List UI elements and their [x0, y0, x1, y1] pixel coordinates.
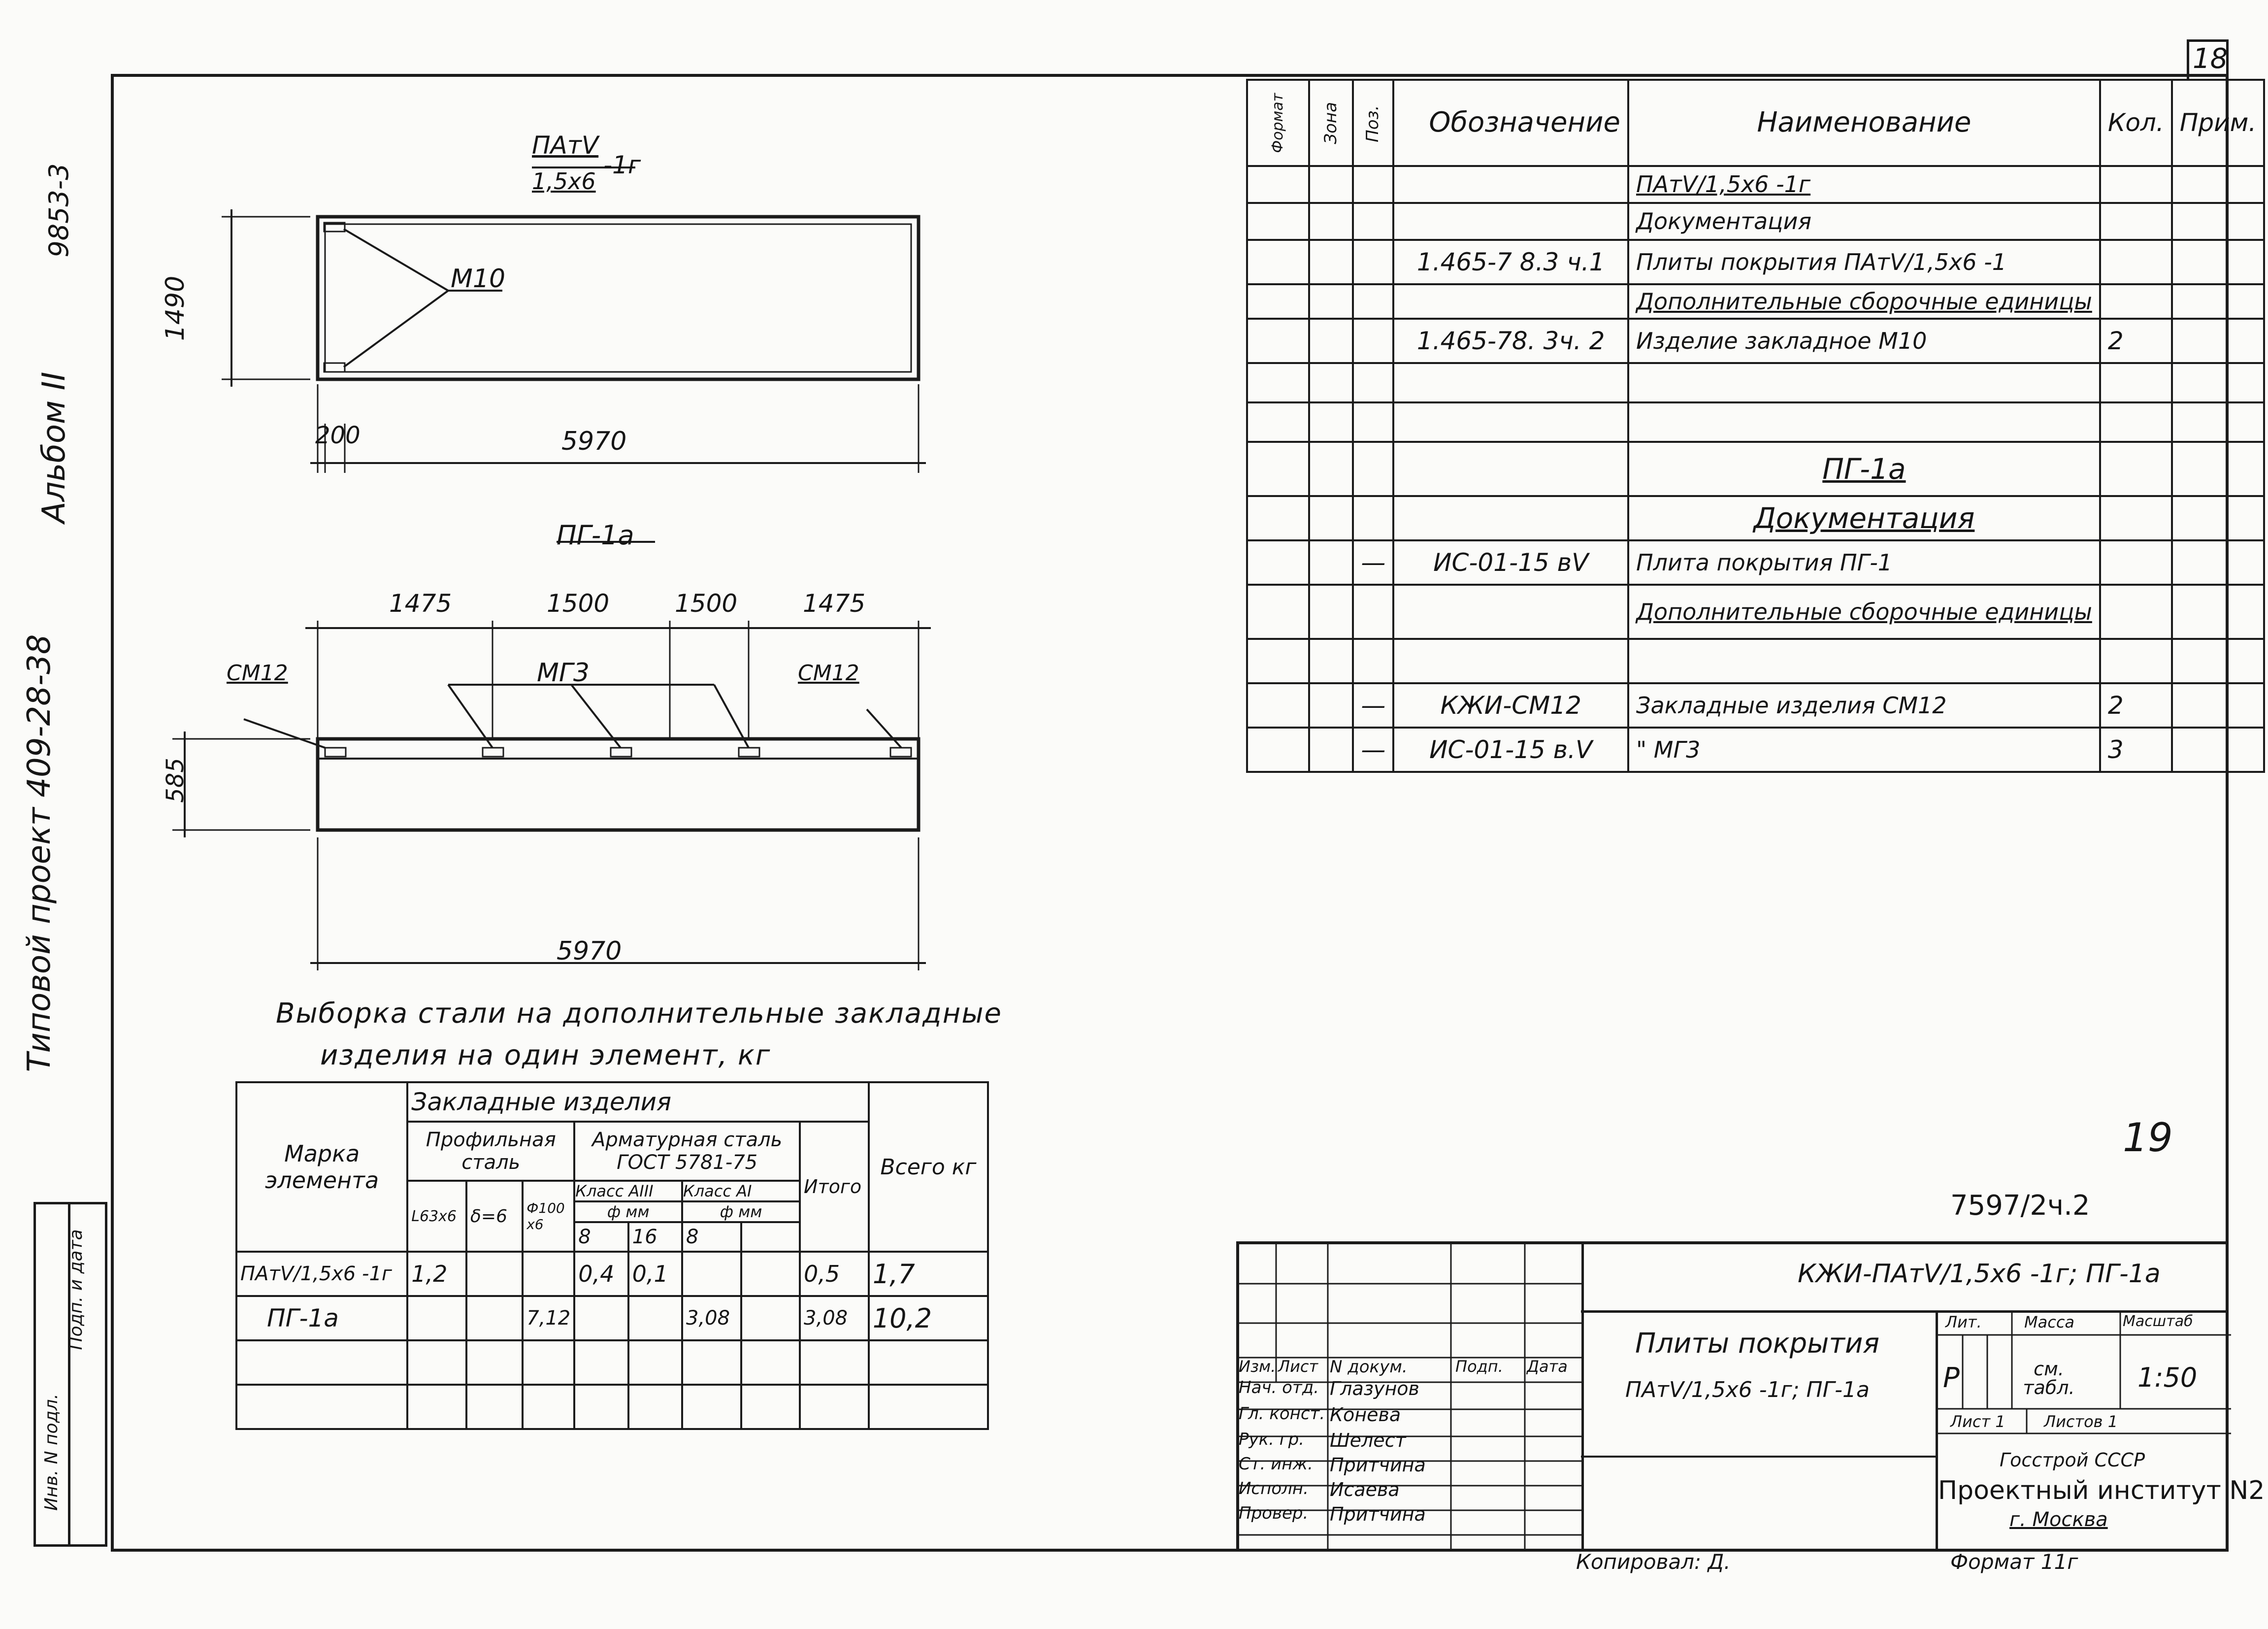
spec-cell-note: [2172, 284, 2264, 319]
pg1a-title: ПГ-1а: [557, 520, 634, 551]
plate-title-den: 1,5x6: [532, 168, 596, 195]
spec-cell-zone: [1309, 203, 1353, 240]
staff-role: Исполн.: [1239, 1479, 1309, 1498]
staff-person: Конева: [1330, 1404, 1401, 1426]
spec-cell-format: [1247, 442, 1309, 496]
tb-sheets: Листов 1: [2044, 1412, 2118, 1431]
spec-cell-note: [2172, 166, 2264, 203]
staff-person: Глазунов: [1330, 1378, 1419, 1399]
spec-cell-zone: [1309, 639, 1353, 683]
steel-table-title-2: изделия на один элемент, кг: [320, 1039, 771, 1071]
steel-cell: [466, 1296, 523, 1340]
spec-cell-pos: [1353, 284, 1393, 319]
steel-col-all: Всего кг: [869, 1082, 988, 1252]
page-mark: 19: [2123, 1115, 2173, 1161]
spec-cell-designation: [1393, 284, 1628, 319]
spec-cell-name: [1628, 402, 2100, 442]
tb-h-sign: Подп.: [1455, 1357, 1503, 1376]
spec-cell-format: [1247, 203, 1309, 240]
pg1a-callout-sm12-left: СМ12: [227, 661, 288, 686]
spec-cell-note: [2172, 402, 2264, 442]
pg1a-callout-mg3: МГ3: [537, 658, 590, 688]
table-row: [1247, 442, 2264, 496]
tb-h-izm: Изм.: [1239, 1357, 1276, 1376]
spec-cell-qty: [2100, 639, 2172, 683]
spec-cell-qty: [2100, 240, 2172, 284]
steel-cell-mark: ПАтV/1,5x6 -1г: [236, 1252, 407, 1296]
spec-h-zone: Зона: [1320, 101, 1341, 144]
format-label: Формат 11г: [1950, 1550, 2078, 1574]
spec-cell-note: [2172, 496, 2264, 540]
spec-cell-qty: 2: [2100, 683, 2172, 728]
table-row: [1247, 319, 2264, 363]
table-row: [1247, 540, 2264, 585]
steel-col-d6: δ=6: [466, 1181, 523, 1252]
spec-cell-designation: [1393, 496, 1628, 540]
table-row: [1247, 639, 2264, 683]
spec-cell-format: [1247, 166, 1309, 203]
spec-h-designation: Обозначение: [1393, 80, 1628, 166]
staff-role: Гл. конст.: [1239, 1404, 1325, 1424]
spec-cell-format: [1247, 284, 1309, 319]
tb-h-lit: Лит.: [1945, 1313, 1982, 1331]
spec-cell-pos: [1353, 240, 1393, 284]
spec-cell-note: [2172, 442, 2264, 496]
spec-cell-format: [1247, 363, 1309, 402]
spec-cell-qty: 2: [2100, 319, 2172, 363]
pg1a-dim-4: 1475: [803, 589, 866, 618]
tb-name-2: ПАтV/1,5x6 -1г; ПГ-1а: [1625, 1377, 1870, 1402]
steel-cell: 1,7: [869, 1252, 988, 1296]
side-stamp-sign: Подп. и дата: [66, 1229, 86, 1350]
spec-cell-note: [2172, 639, 2264, 683]
table-row: [1247, 728, 2264, 772]
spec-cell-note: [2172, 319, 2264, 363]
tb-org-1: Госстрой СССР: [2000, 1449, 2145, 1471]
spec-cell-pos: —: [1353, 683, 1393, 728]
table-row: [1247, 683, 2264, 728]
spec-cell-designation: ИС-01-15 вV: [1393, 540, 1628, 585]
spec-cell-qty: [2100, 203, 2172, 240]
steel-table-title-1: Выборка стали на дополнительные закладные: [276, 997, 1002, 1030]
spec-cell-format: [1247, 240, 1309, 284]
spec-cell-zone: [1309, 585, 1353, 639]
spec-cell-note: [2172, 540, 2264, 585]
pg1a-dim-height: 585: [161, 758, 189, 803]
pg1a-dim-2: 1500: [547, 589, 610, 618]
spec-h-note: Прим.: [2172, 80, 2264, 166]
plate-callout-m10: М10: [451, 264, 506, 294]
copied-by: Копировал: Д.: [1576, 1550, 1731, 1574]
album-number-text: Альбом II: [36, 371, 72, 523]
spec-cell-pos: —: [1353, 540, 1393, 585]
spec-cell-designation: [1393, 166, 1628, 203]
sheet-number: 18: [2193, 43, 2228, 75]
spec-cell-note: [2172, 585, 2264, 639]
tb-scale: 1:50: [2137, 1362, 2198, 1393]
spec-cell-designation: [1393, 402, 1628, 442]
spec-cell-name: ПГ-1а: [1628, 442, 2100, 496]
spec-cell-format: [1247, 319, 1309, 363]
spec-cell-pos: [1353, 203, 1393, 240]
steel-cell: 0,1: [628, 1252, 682, 1296]
spec-cell-zone: [1309, 166, 1353, 203]
spec-cell-zone: [1309, 284, 1353, 319]
spec-cell-format: [1247, 728, 1309, 772]
plate-dim-length: 5970: [561, 427, 627, 456]
staff-role: Ст. инж.: [1239, 1454, 1313, 1474]
plate-title-num: ПАтV: [532, 131, 599, 160]
spec-cell-name: [1628, 639, 2100, 683]
spec-cell-designation: [1393, 363, 1628, 402]
spec-cell-name: Документация: [1628, 203, 2100, 240]
pg1a-callout-sm12-right: СМ12: [798, 661, 859, 686]
steel-col-class1: Класс АI: [683, 1182, 799, 1202]
spec-cell-name: ПАтV/1,5x6 -1г: [1628, 166, 2100, 203]
staff-person: Притчина: [1330, 1454, 1426, 1476]
spec-cell-pos: [1353, 442, 1393, 496]
steel-cell: [682, 1252, 741, 1296]
spec-cell-name: Плиты покрытия ПАтV/1,5x6 -1: [1628, 240, 2100, 284]
tb-h-scale: Масштаб: [2123, 1313, 2193, 1330]
archive-number: 7597/2ч.2: [1950, 1190, 2090, 1222]
spec-cell-zone: [1309, 496, 1353, 540]
steel-cell: [628, 1296, 682, 1340]
steel-cell: [523, 1252, 574, 1296]
spec-cell-designation: [1393, 442, 1628, 496]
steel-col-d4: Ф100 x6: [523, 1181, 574, 1252]
spec-cell-name: Дополнительные сборочные единицы: [1628, 284, 2100, 319]
steel-col-class3: Класс АIII: [575, 1182, 681, 1202]
steel-col-dia: ф мм: [607, 1202, 650, 1221]
spec-cell-zone: [1309, 540, 1353, 585]
steel-cell: 10,2: [869, 1296, 988, 1340]
steel-table: [235, 1081, 989, 1430]
steel-cell: 3,08: [682, 1296, 741, 1340]
pg1a-dim-1: 1475: [389, 589, 452, 618]
tb-left-lower-divider: [1581, 1456, 1936, 1458]
spec-cell-note: [2172, 683, 2264, 728]
spec-cell-zone: [1309, 319, 1353, 363]
steel-col-dia2: ф мм: [720, 1202, 762, 1221]
table-row: [1247, 166, 2264, 203]
spec-cell-format: [1247, 402, 1309, 442]
tb-lit: Р: [1943, 1362, 1960, 1394]
spec-cell-designation: [1393, 203, 1628, 240]
spec-cell-note: [2172, 240, 2264, 284]
spec-cell-pos: —: [1353, 728, 1393, 772]
steel-cell: 7,12: [523, 1296, 574, 1340]
table-row: [1247, 363, 2264, 402]
spec-cell-designation: 1.465-78. 3ч. 2: [1393, 319, 1628, 363]
spec-cell-name: Дополнительные сборочные единицы: [1628, 585, 2100, 639]
steel-cell: 0,5: [800, 1252, 869, 1296]
spec-cell-pos: [1353, 166, 1393, 203]
album-project-text: Типовой проект 409-28-38: [21, 634, 58, 1072]
steel-cell: [407, 1296, 466, 1340]
spec-h-name: Наименование: [1628, 80, 2100, 166]
steel-col-embedded: Закладные изделия: [407, 1082, 869, 1122]
spec-cell-note: [2172, 728, 2264, 772]
steel-col-rebar: Арматурная сталь ГОСТ 5781-75: [574, 1122, 800, 1181]
spec-cell-name: [1628, 363, 2100, 402]
spec-cell-qty: [2100, 496, 2172, 540]
spec-h-format: Формат: [1269, 93, 1287, 153]
steel-col-total: Итого: [800, 1122, 869, 1252]
staff-role: Провер.: [1239, 1503, 1309, 1523]
spec-cell-zone: [1309, 442, 1353, 496]
tb-mass: см. табл.: [2023, 1358, 2075, 1398]
table-row: [1247, 240, 2264, 284]
spec-cell-name: " МГ3: [1628, 728, 2100, 772]
spec-cell-designation: ИС-01-15 в.V: [1393, 728, 1628, 772]
table-row: [236, 1296, 988, 1340]
pg1a-svg: [148, 512, 960, 975]
steel-cell: [466, 1252, 523, 1296]
tb-sheet: Лист 1: [1950, 1412, 2005, 1431]
spec-h-pos: Поз.: [1363, 105, 1383, 142]
spec-cell-name: Документация: [1628, 496, 2100, 540]
steel-cell: 0,4: [574, 1252, 628, 1296]
steel-cell: 1,2: [407, 1252, 466, 1296]
spec-h-qty: Кол.: [2100, 80, 2172, 166]
spec-cell-pos: [1353, 639, 1393, 683]
spec-cell-pos: [1353, 402, 1393, 442]
spec-cell-format: [1247, 683, 1309, 728]
spec-cell-pos: [1353, 585, 1393, 639]
staff-person: Шелест: [1330, 1430, 1406, 1451]
spec-cell-qty: [2100, 363, 2172, 402]
tb-name-1: Плиты покрытия: [1635, 1328, 1880, 1360]
steel-col-mark: Марка элемента: [236, 1082, 407, 1252]
spec-cell-zone: [1309, 683, 1353, 728]
table-row: [236, 1252, 988, 1296]
staff-person: Исаева: [1330, 1479, 1400, 1500]
table-row: [1247, 496, 2264, 540]
spec-cell-qty: [2100, 284, 2172, 319]
steel-col-16: 16: [628, 1222, 682, 1252]
steel-cell: [741, 1296, 800, 1340]
spec-cell-zone: [1309, 728, 1353, 772]
tb-h-list: Лист: [1278, 1357, 1318, 1376]
steel-cell: [741, 1252, 800, 1296]
steel-col-8a: 8: [574, 1222, 628, 1252]
tb-h-doc: N докум.: [1330, 1357, 1408, 1377]
staff-role: Нач. отд.: [1239, 1378, 1319, 1397]
steel-cell-mark: ПГ-1а: [236, 1296, 407, 1340]
spec-cell-format: [1247, 585, 1309, 639]
specification-table: [1246, 79, 2265, 773]
spec-cell-qty: [2100, 442, 2172, 496]
tb-org-3: г. Москва: [2009, 1508, 2108, 1531]
spec-cell-pos: [1353, 363, 1393, 402]
steel-col-l63: L63x6: [407, 1181, 466, 1252]
steel-col-profile: Профильная сталь: [407, 1122, 574, 1181]
spec-cell-format: [1247, 496, 1309, 540]
spec-cell-designation: 1.465-7 8.3 ч.1: [1393, 240, 1628, 284]
spec-cell-qty: [2100, 166, 2172, 203]
tb-org-2: Проектный институт N2: [1938, 1476, 2265, 1505]
spec-cell-zone: [1309, 363, 1353, 402]
spec-cell-format: [1247, 540, 1309, 585]
spec-cell-name: Плита покрытия ПГ-1: [1628, 540, 2100, 585]
spec-cell-pos: [1353, 496, 1393, 540]
spec-cell-name: Закладные изделия СМ12: [1628, 683, 2100, 728]
spec-cell-designation: КЖИ-СМ12: [1393, 683, 1628, 728]
plate-dim-height: 1490: [161, 275, 191, 341]
spec-cell-pos: [1353, 319, 1393, 363]
spec-cell-name: Изделие закладное М10: [1628, 319, 2100, 363]
side-stamp-inv: Инв. N подл.: [41, 1394, 62, 1511]
pg1a-drawing: [148, 512, 960, 975]
plate-title-suffix: -1г: [603, 151, 641, 179]
table-row: [1247, 284, 2264, 319]
table-row: [1247, 585, 2264, 639]
tb-h-date: Дата: [1527, 1357, 1568, 1376]
steel-col-8b: 8: [682, 1222, 741, 1252]
spec-cell-qty: [2100, 540, 2172, 585]
spec-cell-format: [1247, 639, 1309, 683]
spec-cell-qty: 3: [2100, 728, 2172, 772]
spec-cell-qty: [2100, 402, 2172, 442]
tb-code: КЖИ-ПАтV/1,5x6 -1г; ПГ-1а: [1798, 1259, 2161, 1289]
tb-h-mass: Масса: [2024, 1313, 2075, 1331]
staff-role: Рук. гр.: [1239, 1430, 1305, 1449]
steel-cell: 3,08: [800, 1296, 869, 1340]
spec-cell-zone: [1309, 402, 1353, 442]
album-code-text: 9853-3: [43, 163, 74, 258]
spec-cell-designation: [1393, 639, 1628, 683]
staff-person: Притчина: [1330, 1503, 1426, 1525]
steel-cell: [574, 1296, 628, 1340]
spec-cell-qty: [2100, 585, 2172, 639]
spec-cell-note: [2172, 363, 2264, 402]
pg1a-dim-length: 5970: [557, 936, 622, 966]
spec-cell-note: [2172, 203, 2264, 240]
pg1a-dim-3: 1500: [675, 589, 738, 618]
plate-dim-offset: 200: [315, 422, 361, 449]
spec-cell-zone: [1309, 240, 1353, 284]
table-row: [1247, 203, 2264, 240]
table-row: [1247, 402, 2264, 442]
spec-cell-designation: [1393, 585, 1628, 639]
